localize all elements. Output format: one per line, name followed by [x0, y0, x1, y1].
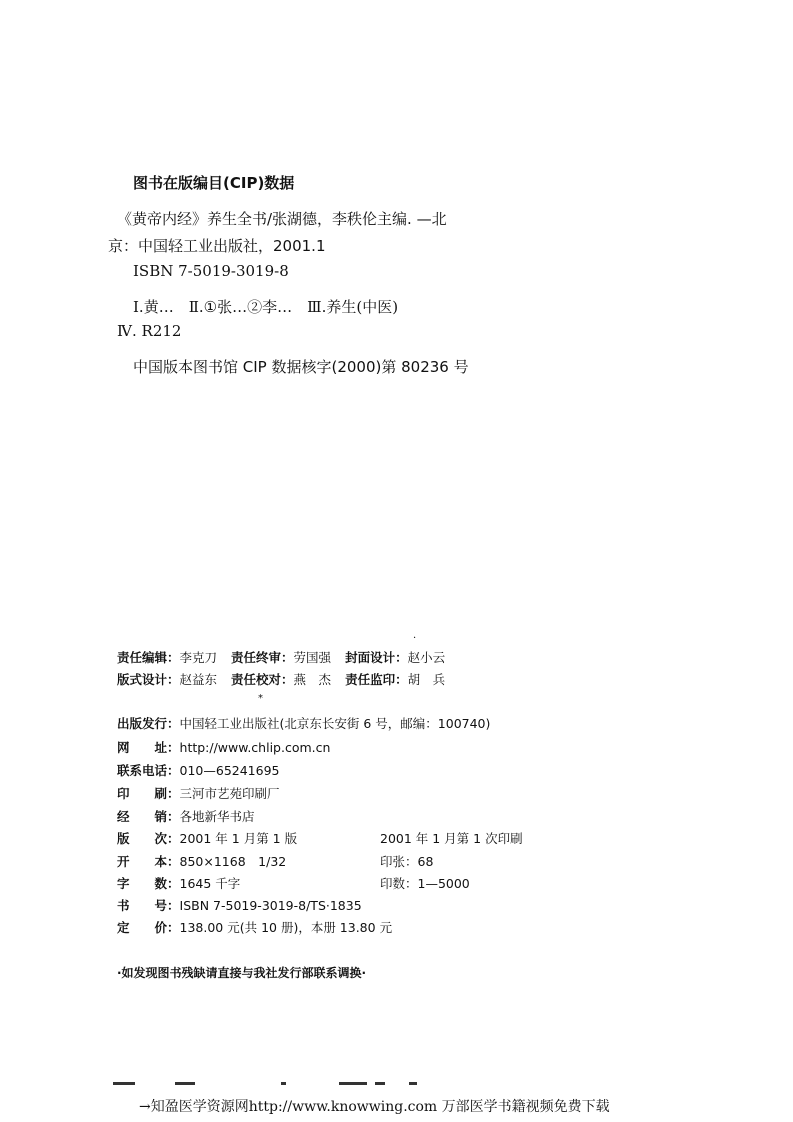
edition-row: [117, 829, 297, 847]
cip-title: 图书在版编目(CIP)数据: [133, 174, 295, 192]
sheets-value: 印张：68: [380, 854, 434, 869]
cip-clc-number: Ⅳ. R212: [117, 322, 182, 340]
credits-row-1: [117, 648, 445, 666]
proofreader-name: 燕 杰: [293, 672, 332, 687]
price-row: [117, 918, 392, 936]
print-supervisor-name: 胡 兵: [407, 672, 446, 687]
price-value: 138.00 元(共 10 册)，本册 13.80 元: [179, 920, 393, 935]
website-label: 网 址：: [117, 740, 180, 755]
footer-watermark-text: →知盈医学资源网http://www.knowwing.com 万部医学书籍视频免费下载: [139, 1099, 610, 1115]
layout-designer-label: 版式设计：: [117, 672, 180, 687]
publisher-label: 出版发行：: [117, 716, 180, 731]
cip-classification: Ⅰ.黄… Ⅱ.①张…②李… Ⅲ.养生(中医): [133, 298, 399, 316]
proofreader-label: 责任校对：: [231, 672, 294, 687]
print-supervisor-label: 责任监印：: [345, 672, 408, 687]
distributor-value: 各地新华书店: [179, 809, 255, 824]
word-count-label: 字 数：: [117, 876, 180, 891]
replacement-notice: ·如发现图书残缺请直接与我社发行部联系调换·: [117, 966, 367, 980]
distributor-row: [117, 807, 255, 825]
print-run-value: 印数：1—5000: [380, 876, 470, 891]
publisher-row: [117, 714, 490, 732]
cip-book-entry-line2: 京：中国轻工业出版社，2001.1: [108, 237, 326, 255]
format-value: 850×1168 1/32: [179, 854, 287, 869]
separator-dot: ·: [413, 633, 417, 644]
separator-star: *: [258, 693, 263, 704]
book-number-value: ISBN 7-5019-3019-8/TS·1835: [179, 898, 362, 913]
printer-row: [117, 784, 280, 802]
price-label: 定 价：: [117, 920, 180, 935]
book-number-label: 书 号：: [117, 898, 180, 913]
phone-row: [117, 761, 280, 779]
word-count-row: [117, 874, 240, 892]
printer-label: 印 刷：: [117, 786, 180, 801]
format-row: [117, 852, 286, 870]
distributor-label: 经 销：: [117, 809, 180, 824]
cover-designer-label: 封面设计：: [345, 650, 408, 665]
edition-value: 2001 年 1 月第 1 版: [179, 831, 298, 846]
cip-book-entry-line1: 《黄帝内经》养生全书/张湖德，李秩伦主编. —北: [117, 210, 447, 228]
reviewer-label: 责任终审：: [231, 650, 294, 665]
credits-row-2: [117, 670, 445, 688]
printer-value: 三河市艺苑印刷厂: [179, 786, 280, 801]
publisher-value: 中国轻工业出版社(北京东长安街 6 号，邮编：100740): [179, 716, 491, 731]
cip-isbn: ISBN 7-5019-3019-8: [133, 262, 289, 280]
phone-value: 010—65241695: [179, 763, 280, 778]
word-count-value: 1645 千字: [179, 876, 241, 891]
reviewer-name: 劳国强: [293, 650, 332, 665]
edition-label: 版 次：: [117, 831, 180, 846]
cip-verification-number: 中国版本图书馆 CIP 数据核字(2000)第 80236 号: [133, 358, 469, 376]
cover-designer-name: 赵小云: [407, 650, 446, 665]
editor-label: 责任编辑：: [117, 650, 180, 665]
editor-name: 李克刀: [179, 650, 218, 665]
phone-label: 联系电话：: [117, 763, 180, 778]
layout-designer-name: 赵益东: [179, 672, 218, 687]
website-value: http://www.chlip.com.cn: [179, 740, 331, 755]
book-number-row: [117, 896, 362, 914]
scan-artifact-marks: [113, 1082, 423, 1088]
format-label: 开 本：: [117, 854, 180, 869]
website-row: [117, 738, 330, 756]
printing-value: 2001 年 1 月第 1 次印刷: [380, 831, 523, 846]
